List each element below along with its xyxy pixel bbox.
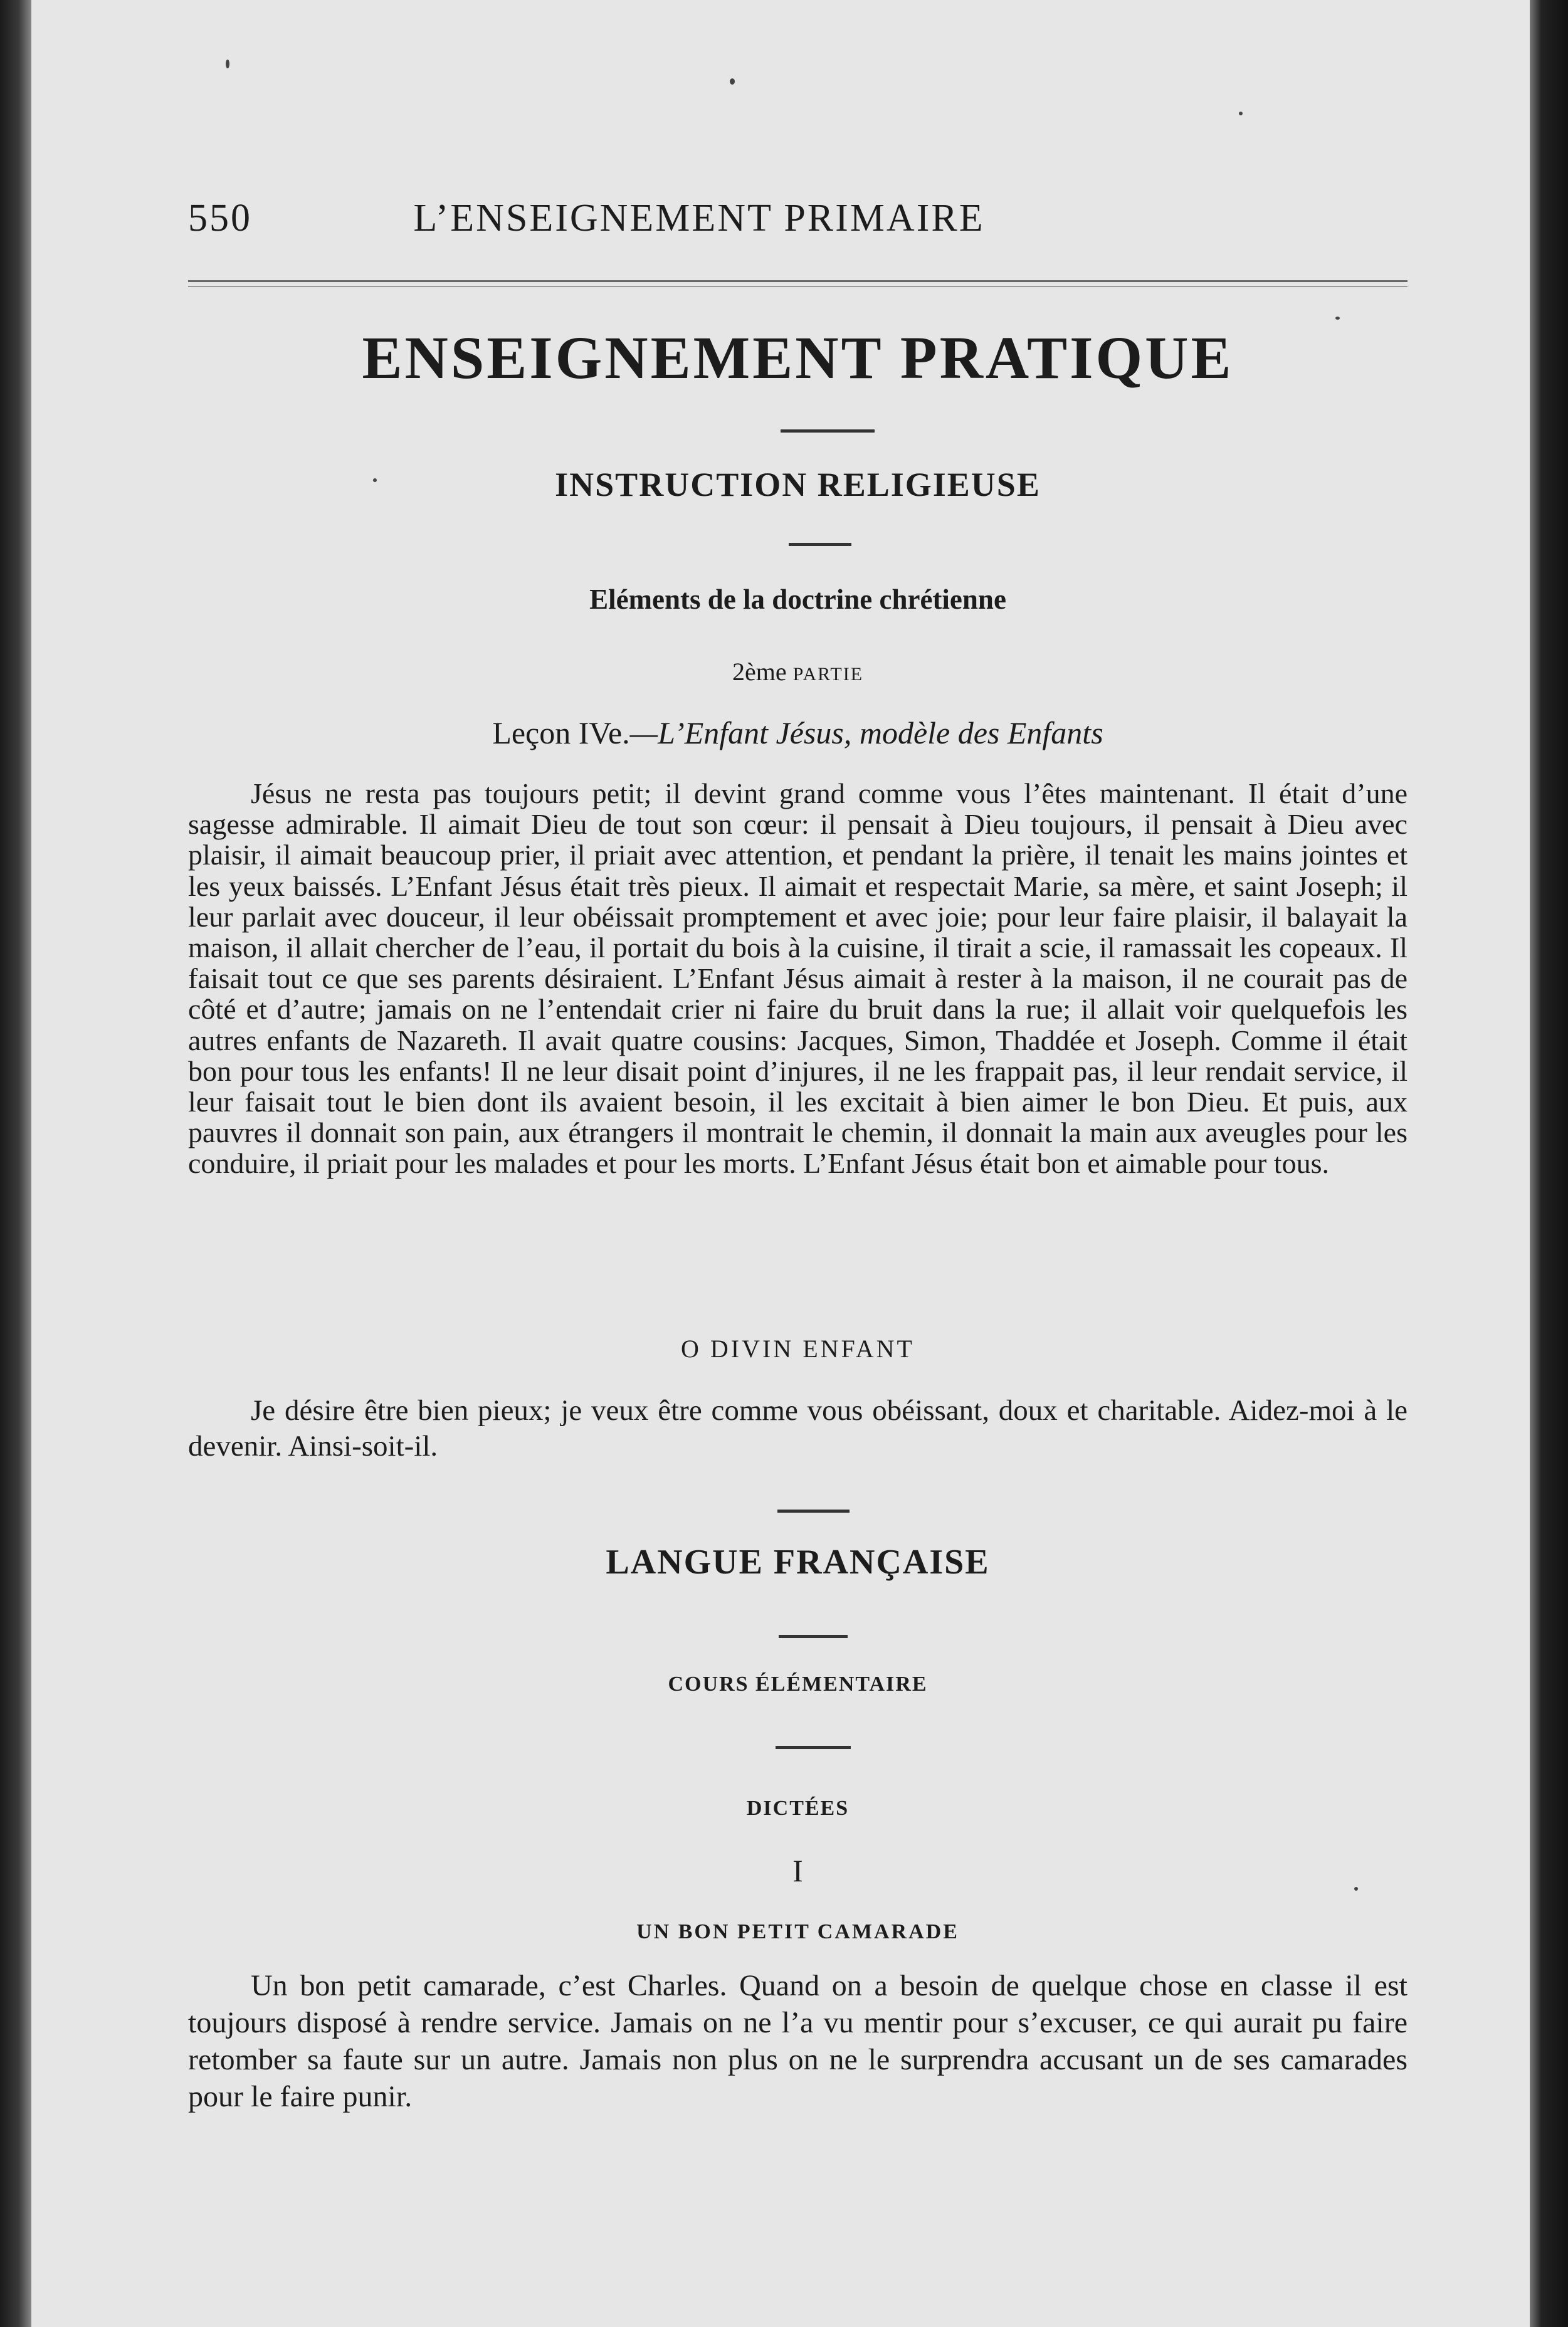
divider-rule	[789, 543, 851, 546]
running-head	[188, 191, 1116, 248]
lesson-heading	[188, 715, 1408, 751]
divider-rule	[776, 1746, 851, 1749]
dictation-paragraph: Un bon petit camarade, c’est Charles. Quand on a besoin de quelque chose en classe il est toujours disposé à rendre service. Jamais on ne l’a vu mentir pour s’excuser, ce qui aurait pu faire retomber sa faute sur un autre. Jamais non plus on ne le surprendra accusant un de ses camarades pour le faire punir.	[188, 1969, 1408, 2113]
lesson-title: —L’Enfant Jésus, modèle des Enfants	[629, 715, 1103, 750]
scan-speck	[730, 78, 735, 85]
scan-speck	[1335, 317, 1340, 320]
dictation-number: I	[792, 1853, 803, 1888]
scan-right-border	[1530, 0, 1568, 2327]
course-heading: COURS ÉLÉMENTAIRE	[668, 1673, 928, 1696]
divider-rule	[777, 1510, 850, 1513]
section-title: ENSEIGNEMENT PRATIQUE	[362, 324, 1234, 391]
subject-title: INSTRUCTION RELIGIEUSE	[555, 466, 1041, 503]
dictation-title: UN BON PETIT CAMARADE	[636, 1920, 959, 1943]
divider-rule	[779, 1635, 848, 1638]
scan-speck	[226, 60, 229, 68]
prayer-paragraph: Je désire être bien pieux; je veux être comme vous obéissant, doux et charitable. Aidez-moi à le devenir. Ainsi-soit-il.	[188, 1394, 1408, 1463]
part-label: PARTIE	[792, 664, 864, 685]
prayer-heading: O DIVIN ENFANT	[681, 1335, 915, 1363]
exercise-heading: DICTÉES	[746, 1797, 850, 1820]
subject2-title: LANGUE FRANÇAISE	[606, 1543, 990, 1582]
running-title: L’ENSEIGNEMENT PRIMAIRE	[413, 197, 985, 239]
lesson-number: Leçon IVe.	[492, 715, 630, 750]
header-rule	[188, 280, 1408, 287]
scan-left-border	[0, 0, 31, 2327]
scan-speck	[1239, 112, 1243, 115]
lesson-paragraph: Jésus ne resta pas toujours petit; il devint grand comme vous l’êtes maintenant. Il était d’une sagesse admirable. Il aimait Dieu de tout son cœur: il pensait à Dieu toujours, il pensait à Dieu avec plaisir, il aimait beaucoup prier, il priait avec attention, et pendant la prière, il tenait les mains jointes et les yeux baissés. L’Enfant Jésus était très pieux. Il aimait et respectait Marie, sa mère, et saint Joseph; il leur parlait avec douceur, il leur obéissait promptement et avec joie; pour leur faire plaisir, il balayait la maison, il allait chercher de l’eau, il portait du bois à la cuisine, il tirait a scie, il ramassait les copeaux. Il faisait tout ce que ses parents désiraient. L’Enfant Jésus aimait à rester à la maison, il ne courait pas de côté et d’autre; jamais on ne l’entendait crier ni faire du bruit dans la rue; il allait voir quelquefois les autres enfants de Nazareth. Il avait quatre cousins: Jacques, Simon, Thaddée et Joseph. Comme il était bon pour tous les enfants! Il ne leur disait point d’injures, il ne les frappait pas, il leur rendait service, il leur faisait tout le bien dont ils avaient besoin, il les excitait à bien aimer le bon Dieu. Et puis, aux pauvres il donnait son pain, aux étrangers il montrait le chemin, il donnait la main aux aveugles pour les conduire, il priait pour les malades et pour les morts. L’Enfant Jésus était bon et aimable pour tous.	[188, 777, 1408, 1180]
part-heading	[188, 657, 1408, 686]
divider-rule	[781, 429, 875, 433]
part-number: 2ème	[732, 658, 787, 686]
page-number: 550	[188, 197, 252, 239]
topic-title: Eléments de la doctrine chrétienne	[589, 584, 1006, 615]
